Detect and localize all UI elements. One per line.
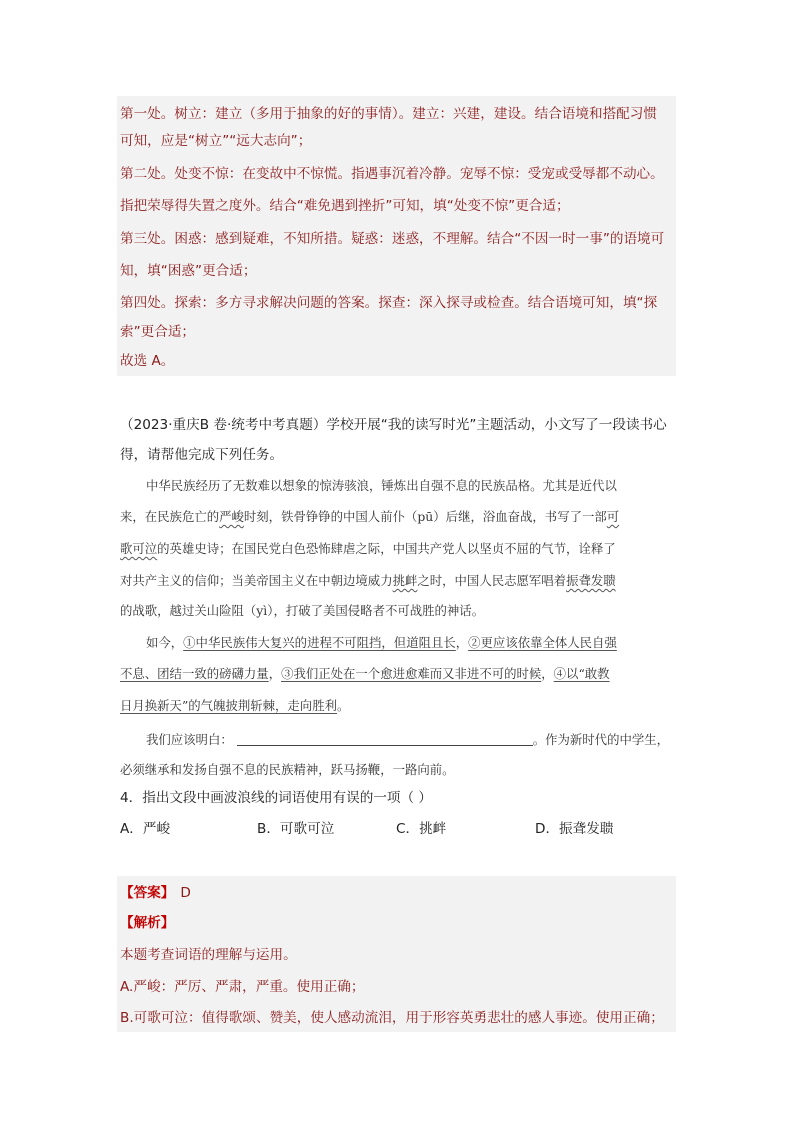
- passage-text: 时刻，铁骨铮铮的中国人前仆（pū）后继，浴血奋战，书写了一部: [243, 509, 607, 524]
- option-a[interactable]: A．严峻: [120, 821, 171, 837]
- analysis-line-6: 知，填“困惑”更合适；: [120, 263, 257, 279]
- question-intro-line-1: （2023·重庆B 卷·统考中考真题）学校开展“我的读写时光”主题活动，小文写了一段读书心: [120, 417, 667, 433]
- answer-value: D: [180, 885, 191, 901]
- passage-p1-line-4: [120, 572, 675, 590]
- passage-text: 之时，中国人民志愿军唱着: [417, 573, 567, 588]
- answer-label: 【答案】: [120, 885, 175, 901]
- wavy-word-kegekeqi-end: 歌可泣: [120, 541, 158, 556]
- fill-in-blank[interactable]: [237, 733, 533, 746]
- passage-text: 如今，: [146, 635, 184, 650]
- analysis-line-7: 第四处。探索：多方寻求解决问题的答案。探查：深入探寻或检查。结合语境可知，填“探: [120, 295, 658, 311]
- passage-p2-line-1: [120, 634, 701, 652]
- analysis-label: 【解析】: [120, 915, 175, 931]
- wavy-word-zhenlongfakui: 振聋发聩: [566, 573, 616, 588]
- underlined-sentence-1: ①中华民族伟大复兴的进程不可阻挡，但道阻且长: [183, 635, 456, 650]
- analysis-line-4: 指把荣辱得失置之度外。结合“难免遇到挫折”可知，填“处变不惊”更合适；: [120, 198, 570, 214]
- underlined-sentence-2: ②更应该依靠全体人民自强: [468, 635, 617, 650]
- passage-p3-line-1: [120, 731, 701, 749]
- analysis-label-line: [120, 914, 174, 932]
- passage-p1-line-3: [120, 540, 675, 558]
- passage-text: 。: [336, 698, 350, 713]
- underlined-sentence-2-cont: 不息、团结一致的磅礴力量: [120, 666, 269, 681]
- wavy-word-yanjun: 严峻: [219, 509, 244, 524]
- answer-analysis-line-1: 本题考查词语的理解与运用。: [120, 947, 297, 963]
- analysis-line-9: 故选 A。: [120, 353, 175, 369]
- analysis-line-3: 第二处。处变不惊：在变故中不惊慌。指遇事沉着冷静。宠辱不惊：受宠或受辱都不动心。: [120, 166, 664, 182]
- question-4-options: [120, 820, 680, 838]
- passage-text: ，: [268, 666, 282, 681]
- wavy-word-kegekeqi-start: 可: [606, 509, 620, 524]
- passage-text: 对共产主义的信仰；当美帝国主义在中朝边境威力: [120, 573, 393, 588]
- passage-text: 我们应该明白：: [146, 732, 233, 747]
- passage-text: 。作为新时代的中学生，: [532, 732, 670, 747]
- passage-p1-line-1: [120, 477, 701, 495]
- answer-analysis-line-2: A.严峻：严厉、严肃，严重。使用正确；: [120, 979, 365, 995]
- passage-text: ，: [541, 666, 554, 681]
- question-intro-line-2: 得，请帮他完成下列任务。: [120, 447, 284, 463]
- underlined-sentence-3: ③我们正处在一个愈进愈难而又非进不可的时候: [281, 666, 542, 681]
- option-d[interactable]: D．振聋发聩: [535, 821, 614, 837]
- analysis-line-1: 第一处。树立：建立（多用于抽象的好的事情）。建立：兴建，建设。结合语境和搭配习惯: [120, 106, 657, 122]
- passage-p3-line-2: 必须继承和发扬自强不息的民族精神，跃马扬鞭，一路向前。: [120, 762, 455, 777]
- question-4-stem: 4．指出文段中画波浪线的词语使用有误的一项（ ）: [120, 790, 433, 806]
- answer-analysis-line-3: B.可歌可泣：值得歌颂、赞美，使人感动流泪，用于形容英勇悲壮的感人事迹。使用正确；: [120, 1010, 664, 1026]
- analysis-line-8: 索”更合适；: [120, 324, 196, 340]
- passage-text: 来，在民族危亡的: [120, 509, 220, 524]
- option-c[interactable]: C．挑衅: [396, 821, 447, 837]
- passage-p2-line-2: [120, 665, 675, 683]
- passage-text: ，: [455, 635, 469, 650]
- passage-p1-line-2: [120, 508, 675, 526]
- analysis-line-2: 可知，应是“树立”“远大志向”；: [120, 133, 312, 149]
- answer-line: [120, 884, 191, 902]
- passage-text: 中华民族经历了无数难以想象的惊涛骇浪，锤炼出自强不息的民族品格。尤其是近代以: [146, 478, 617, 493]
- wavy-word-tiaoxin: 挑衅: [392, 573, 418, 588]
- passage-p1-line-5: 的战歌，越过关山险阻（yì），打破了美国侵略者不可战胜的神话。: [120, 603, 485, 618]
- passage-p2-line-3: [120, 697, 675, 715]
- underlined-sentence-4-cont: 日月换新天”的气魄披荆斩棘，走向胜利: [120, 698, 337, 713]
- option-b[interactable]: B．可歌可泣: [257, 821, 335, 837]
- passage-text: 的英雄史诗；在国民党白色恐怖肆虐之际，中国共产党人以坚贞不屈的气节，诠释了: [157, 541, 616, 556]
- underlined-sentence-4: ④以“敢教: [553, 666, 610, 681]
- analysis-line-5: 第三处。困惑：感到疑难，不知所措。疑惑：迷惑，不理解。结合“不因一时一事”的语境可: [120, 231, 665, 247]
